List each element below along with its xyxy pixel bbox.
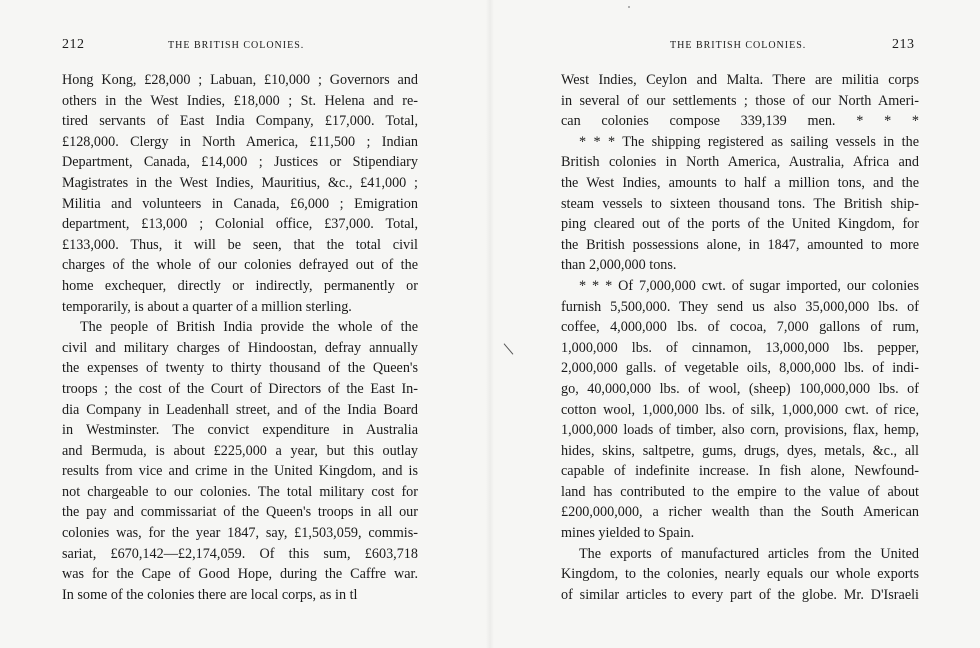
text-line: Hong Kong, £28,000 ; Labuan, £10,000 ; Governors and <box>62 72 418 88</box>
text-line: can colonies compose 339,139 men. * * * <box>561 113 919 130</box>
text-line: West Indies, Ceylon and Malta. There are militia corps <box>561 72 919 88</box>
text-line: The exports of manufactured articles from the United <box>579 545 919 562</box>
text-line: mines yielded to Spain. <box>561 525 695 542</box>
text-line: charges of the whole of our colonies defrayed out of the <box>62 257 418 274</box>
right-page <box>490 0 980 648</box>
text-line: 2,000,000 galls. of vegetable oils, 8,000,000 lbs. of indi- <box>561 360 919 377</box>
text-line: The people of British India provide the whole of the <box>80 319 418 336</box>
text-line: go, 40,000,000 lbs. of wool, (sheep) 100,000,000 lbs. of <box>561 380 919 397</box>
text-line: cotton wool, 1,000,000 lbs. of silk, 1,000,000 cwt. of rice, <box>561 401 919 418</box>
left-page-number: 212 <box>62 37 85 52</box>
text-line: in several of our settlements ; those of our North Ameri- <box>561 92 919 109</box>
text-line: temporarily, is about a quarter of a million sterling. <box>62 298 352 315</box>
text-line: colonies was, for the year 1847, say, £1,503,059, commis- <box>62 525 418 542</box>
text-line: others in the West Indies, £18,000 ; St. Helena and re- <box>62 92 418 109</box>
text-line: troops ; the cost of the Court of Directors of the East In- <box>62 380 418 397</box>
text-line: Magistrates in the West Indies, Mauritius, &c., £41,000 ; <box>62 174 418 191</box>
left-body-text <box>62 70 418 605</box>
text-line: £200,000,000, a richer wealth than the South American <box>561 504 919 521</box>
text-line: land has contributed to the empire to the value of about <box>561 483 919 500</box>
text-line: 1,000,000 loads of timber, also corn, provisions, flax, hemp, <box>561 422 919 439</box>
text-line: £128,000. Clergy in North America, £11,500 ; Indian <box>62 133 418 150</box>
text-line: In some of the colonies there are local corps, as in tl <box>62 586 358 603</box>
text-line: in Westminster. The convict expenditure in Australia <box>62 422 418 439</box>
text-line: dia Company in Leadenhall street, and of the India Board <box>62 401 418 418</box>
left-running-title: THE BRITISH COLONIES. <box>168 40 305 51</box>
text-line: department, £13,000 ; Colonial office, £37,000. Total, <box>62 216 418 233</box>
text-line: the British possessions alone, in 1847, amounted to more <box>561 236 919 253</box>
text-line: hides, skins, saltpetre, gums, drugs, dyes, metals, &c., all <box>561 442 919 459</box>
text-line: furnish 5,500,000. They send us also 35,000,000 lbs. of <box>561 298 919 315</box>
text-line: * * * Of 7,000,000 cwt. of sugar imported, our colonies <box>579 277 919 294</box>
text-line: results from vice and crime in the United Kingdom, and is <box>62 463 418 480</box>
text-line: not chargeable to our colonies. The total military cost for <box>62 483 418 500</box>
text-line: the pay and commissariat of the Queen's troops in all our <box>62 504 418 521</box>
text-line: than 2,000,000 tons. <box>561 257 677 274</box>
text-line: the expenses of twenty to thirty thousand of the Queen's <box>62 360 418 377</box>
right-page-number: 213 <box>892 37 915 52</box>
text-line: the West Indies, amounts to half a million tons, and the <box>561 174 919 191</box>
text-line: home exchequer, directly or indirectly, permanently or <box>62 277 418 294</box>
text-line: sariat, £670,142—£2,174,059. Of this sum, £603,718 <box>62 545 418 562</box>
text-line: ping cleared out of the ports of the United Kingdom, for <box>561 216 919 233</box>
text-line: * * * The shipping registered as sailing vessels in the <box>579 133 919 150</box>
text-line: capable of indefinite increase. In fish alone, Newfound- <box>561 463 919 480</box>
text-line: of similar articles to every part of the globe. Mr. D'Israeli <box>561 586 919 603</box>
text-line: tired servants of East India Company, £17,000. Total, <box>62 113 418 130</box>
right-running-title: THE BRITISH COLONIES. <box>670 40 807 51</box>
right-body-text <box>561 70 919 605</box>
text-line: Department, Canada, £14,000 ; Justices or Stipendiary <box>62 154 418 171</box>
text-line: and Bermuda, is about £225,000 a year, but this outlay <box>62 442 418 459</box>
text-line: £133,000. Thus, it will be seen, that the total civil <box>62 236 418 253</box>
text-line: Militia and volunteers in Canada, £6,000 ; Emigration <box>62 195 418 212</box>
text-line: Kingdom, to the colonies, nearly equals our whole exports <box>561 566 919 583</box>
text-line: coffee, 4,000,000 lbs. of cocoa, 7,000 gallons of rum, <box>561 319 919 336</box>
text-line: 1,000,000 lbs. of cinnamon, 13,000,000 lbs. pepper, <box>561 339 919 356</box>
text-line: steam vessels to sixteen thousand tons. The British ship- <box>561 195 919 212</box>
text-line: was for the Cape of Good Hope, during the Caffre war. <box>62 566 418 583</box>
text-line: civil and military charges of Hindoostan, defray annually <box>62 339 418 356</box>
text-line: British colonies in North America, Australia, Africa and <box>561 154 919 171</box>
